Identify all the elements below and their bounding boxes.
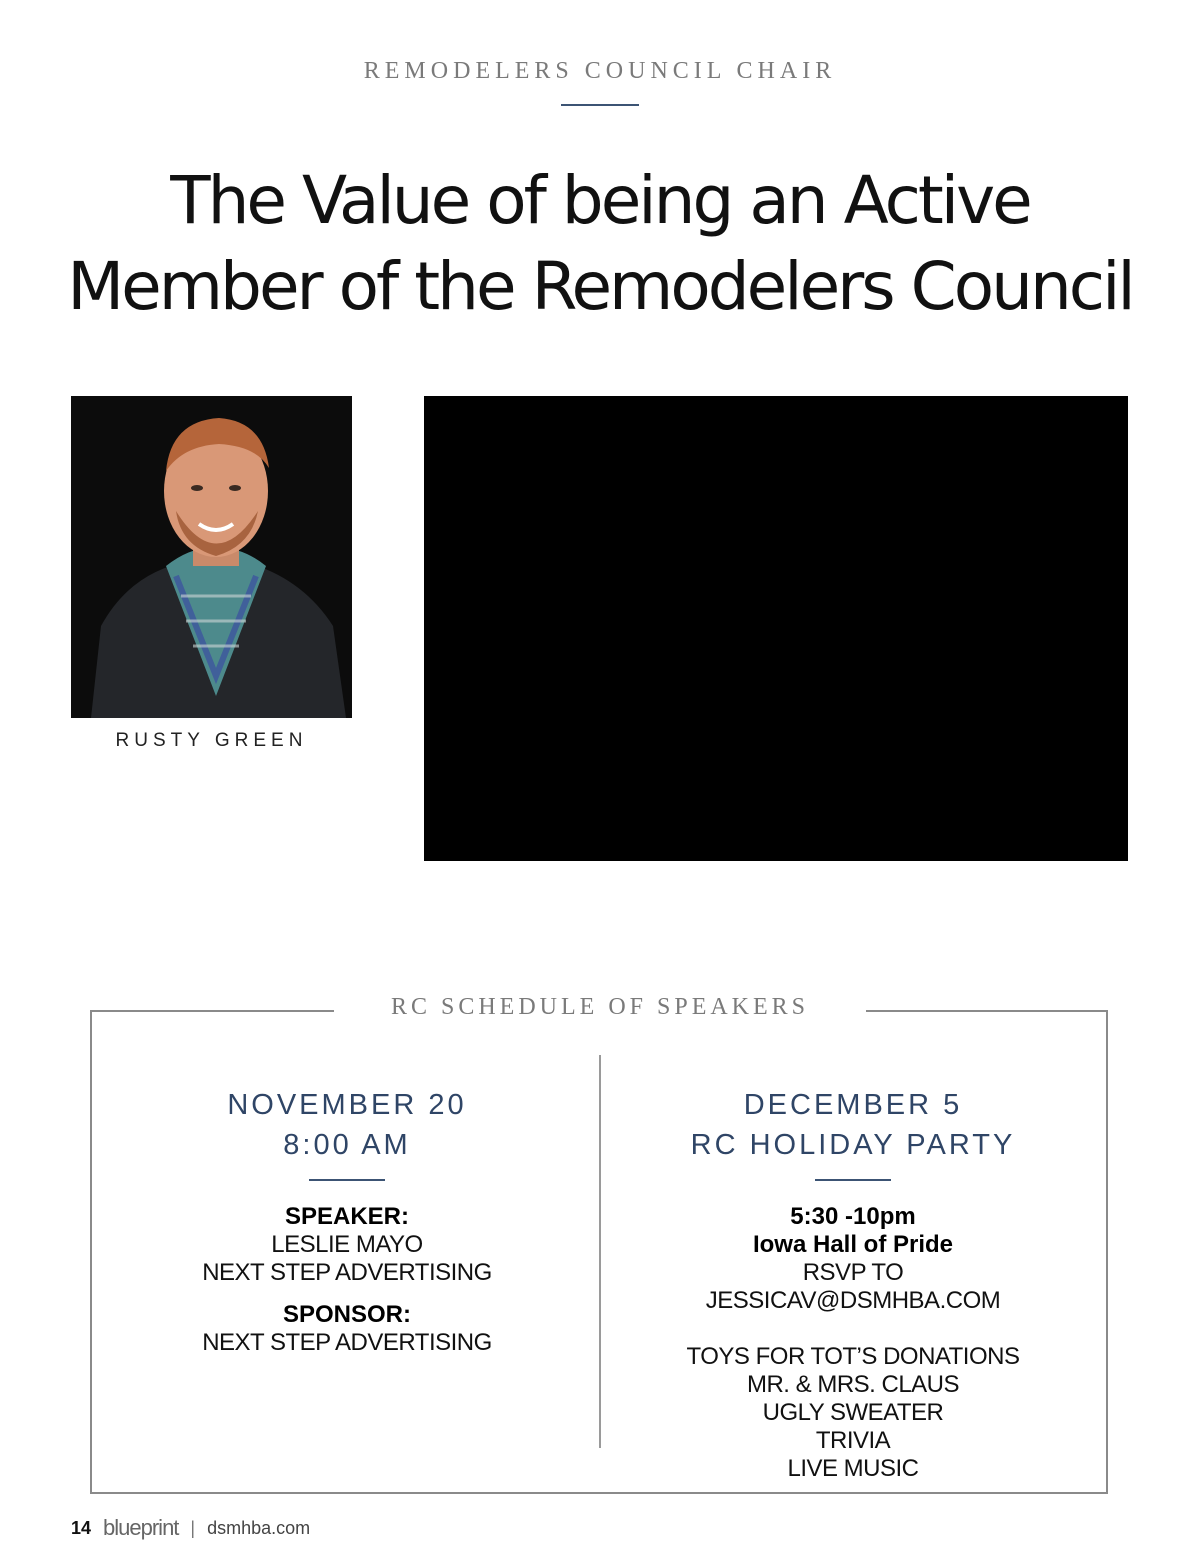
sponsor-name: NEXT STEP ADVERTISING: [202, 1329, 492, 1356]
schedule-title: RC SCHEDULE OF SPEAKERS: [334, 990, 866, 1024]
event-time: 8:00 AM: [283, 1129, 411, 1161]
schedule-column-november: [147, 1085, 547, 1357]
kicker-rule: [561, 104, 639, 106]
event-item: LIVE MUSIC: [787, 1455, 919, 1482]
event-date: NOVEMBER 20: [227, 1089, 467, 1121]
speaker-name: LESLIE MAYO: [271, 1231, 423, 1258]
event-venue: Iowa Hall of Pride: [752, 1231, 954, 1258]
speaker-label: SPEAKER:: [284, 1203, 410, 1230]
event-item: TOYS FOR TOT’S DONATIONS: [686, 1343, 1020, 1370]
website-link[interactable]: dsmhba.com: [207, 1517, 311, 1538]
schedule-column-december: [653, 1085, 1053, 1483]
article-headline: [0, 158, 1200, 330]
footer-separator: |: [190, 1517, 196, 1538]
column-divider: [599, 1055, 601, 1448]
headline-line-2: Member of the Remodelers Council: [67, 248, 1133, 325]
headline-line-1: The Value of being an Active: [170, 162, 1030, 239]
brand-logo: blueprint: [103, 1515, 179, 1540]
portrait-illustration: [71, 396, 352, 718]
event-item: MR. & MRS. CLAUS: [746, 1371, 960, 1398]
column-rule: [815, 1179, 891, 1181]
sponsor-label: SPONSOR:: [282, 1301, 411, 1328]
section-kicker: REMODELERS COUNCIL CHAIR: [363, 58, 837, 84]
event-item: UGLY SWEATER: [762, 1399, 944, 1426]
page-footer: [71, 1514, 310, 1542]
speaker-company: NEXT STEP ADVERTISING: [202, 1259, 492, 1286]
portrait-photo: [71, 396, 352, 718]
rsvp-line: RSVP TO JESSICAV@DSMHBA.COM: [705, 1259, 1001, 1314]
video-placeholder[interactable]: [424, 396, 1128, 861]
event-date: DECEMBER 5: [743, 1089, 963, 1121]
event-title: RC HOLIDAY PARTY: [690, 1129, 1016, 1161]
event-item: TRIVIA: [815, 1427, 891, 1454]
event-hours: 5:30 -10pm: [790, 1203, 916, 1230]
portrait-caption: RUSTY GREEN: [115, 730, 308, 751]
page-number: 14: [71, 1517, 92, 1538]
column-rule: [309, 1179, 385, 1181]
